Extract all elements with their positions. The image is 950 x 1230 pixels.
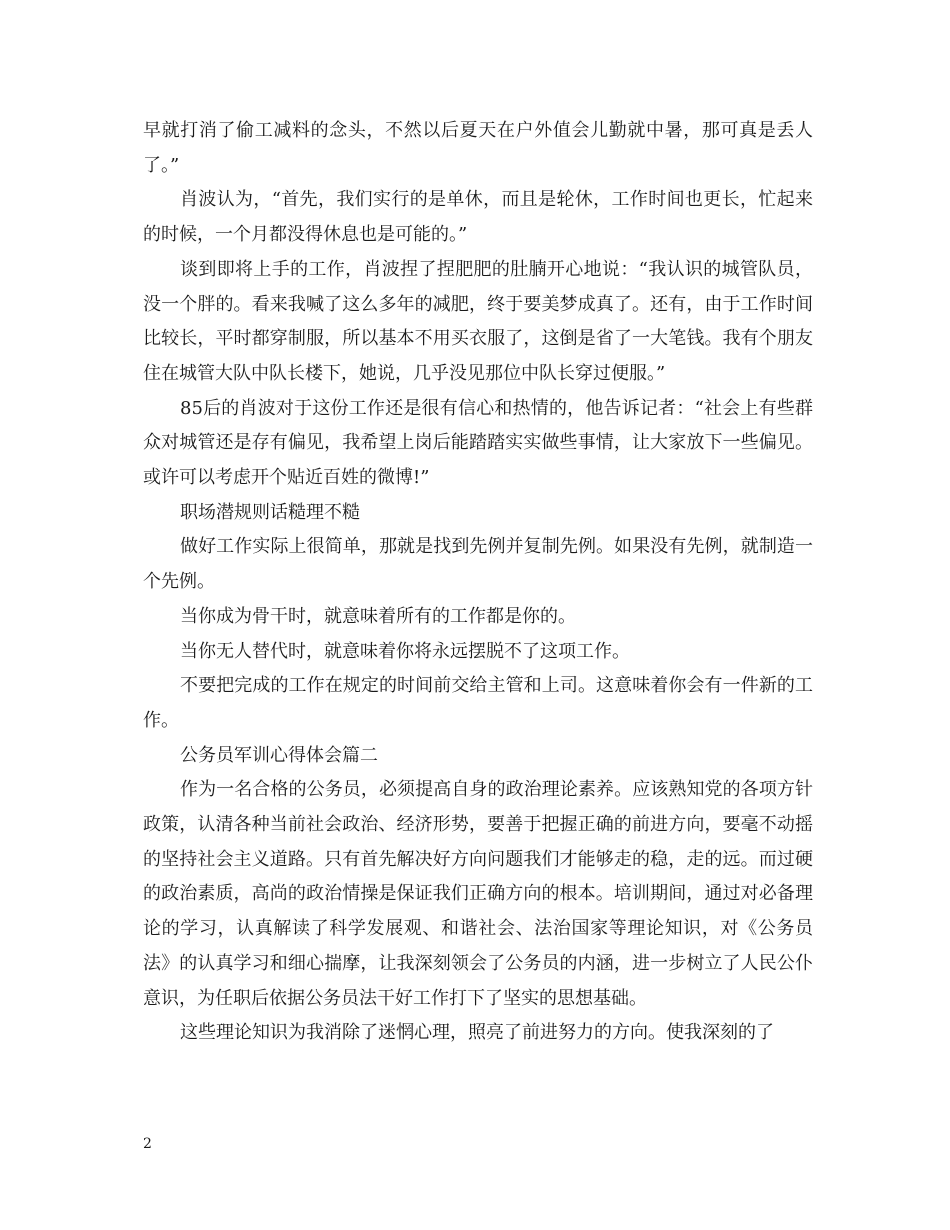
paragraph: 这些理论知识为我消除了迷惘心理，照亮了前进努力的方向。使我深刻的了 — [180, 1022, 774, 1044]
paragraph: 作为一名合格的公务员，必须提高自身的政治理论素养。应该熟知党的各项方针政策，认清各种当前社会政治、经济形势，要善于把握正确的前进方向，要毫不动摇的坚持社会主义道路。只有首先解决好方向问题我们才能够走的稳，走的远。而过硬的政治素质，高尚的政治情操是保证我们正确方向的根本。培训期间，通过对必备理论的学习，认真解读了科学发展观、和谐社会、法治国家等理论知识，对《公务员法》的认真学习和细心揣摩，让我深刻领会了公务员的内涵，进一步树立了人民公仆意识，为任职后依据公务员法干好工作打下了坚实的思想基础。 — [143, 779, 813, 1009]
paragraph: 早就打消了偷工减料的念头，不然以后夏天在户外值会儿勤就中暑，那可真是丢人了。” — [143, 120, 813, 176]
body-text — [143, 114, 813, 1051]
paragraph: 85后的肖波对于这份工作还是很有信心和热情的，他告诉记者：“社会上有些群众对城管还是存有偏见，我希望上岗后能踏踏实实做些事情，让大家放下一些偏见。或许可以考虑开个贴近百姓的微博!” — [143, 397, 813, 489]
paragraph: 当你成为骨干时，就意味着所有的工作都是你的。 — [180, 605, 576, 627]
paragraph: 不要把完成的工作在规定的时间前交给主管和上司。这意味着你会有一件新的工作。 — [143, 675, 813, 731]
paragraph: 谈到即将上手的工作，肖波捏了捏肥肥的肚腩开心地说：“我认识的城管队员，没一个胖的。看来我喊了这么多年的减肥，终于要美梦成真了。还有，由于工作时间比较长，平时都穿制服，所以基本不用买衣服了，这倒是省了一大笔钱。我有个朋友住在城管大队中队长楼下，她说，几乎没见那位中队长穿过便服。” — [143, 258, 813, 384]
paragraph: 肖波认为，“首先，我们实行的是单休，而且是轮休，工作时间也更长，忙起来的时候，一个月都没得休息也是可能的。” — [143, 189, 813, 246]
section-heading: 职场潜规则话糙理不糙 — [180, 501, 360, 523]
page-number: 2 — [143, 1136, 152, 1152]
paragraph: 当你无人替代时，就意味着你将永远摆脱不了这项工作。 — [180, 640, 630, 662]
section-heading: 公务员军训心得体会篇二 — [180, 744, 378, 766]
paragraph: 做好工作实际上很简单，那就是找到先例并复制先例。如果没有先例，就制造一个先例。 — [143, 536, 813, 593]
